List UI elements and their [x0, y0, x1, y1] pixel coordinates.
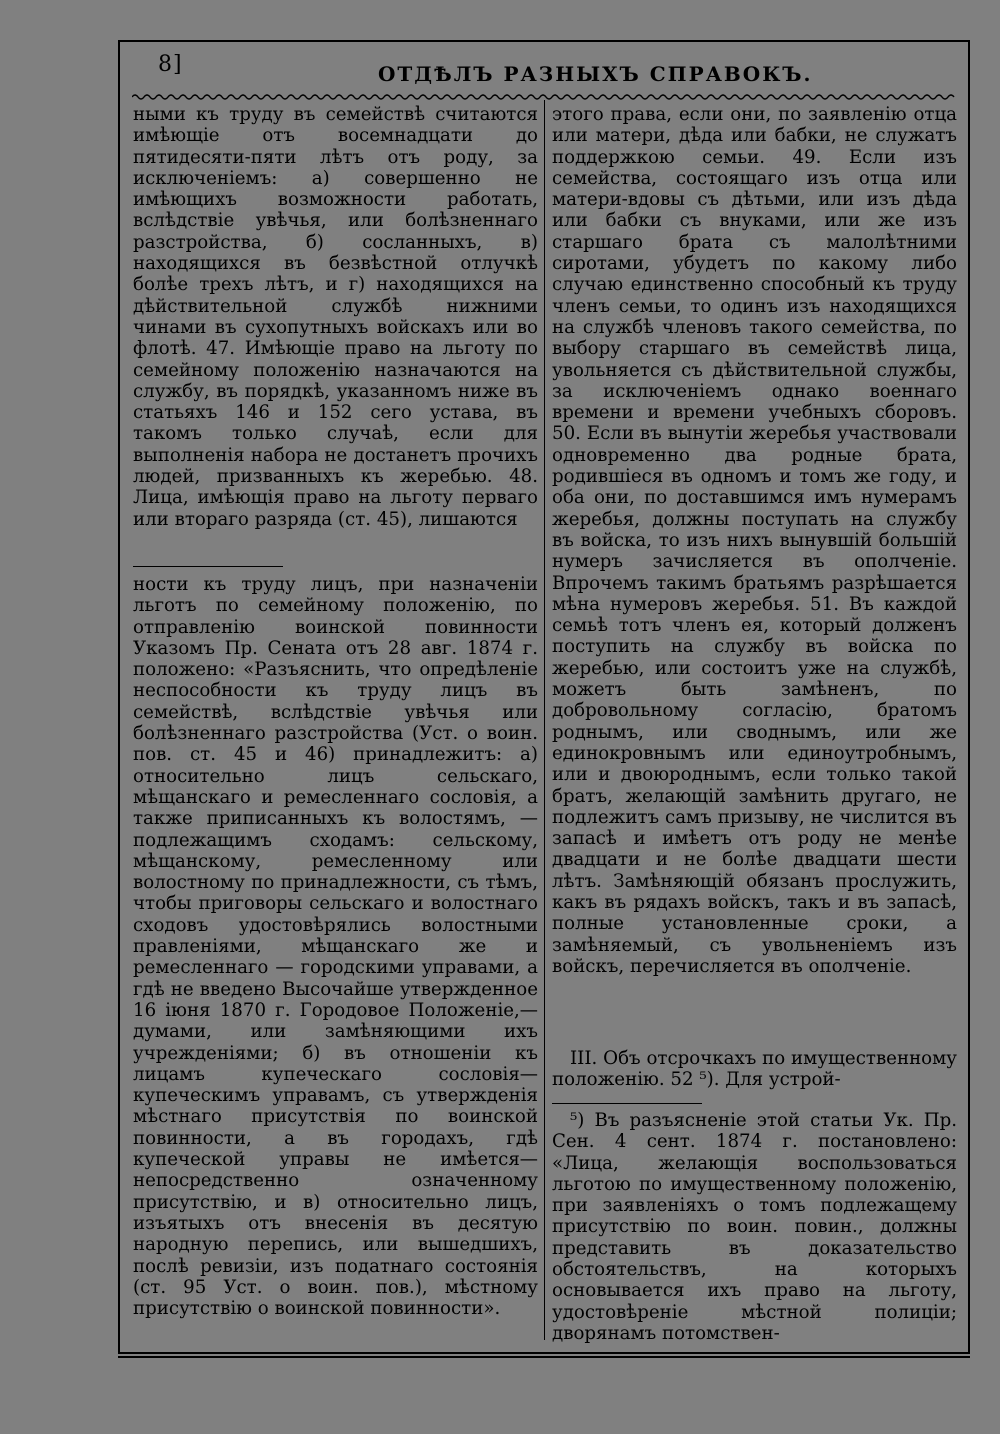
right-main-text: этого права, если они, по заявленію отца или матери, дѣда или бабки, не служатъ поддержкою семьи. 49. Если изъ семейства, состоящаго изъ отца или матери-вдовы съ дѣтьми, или изъ дѣда или бабки съ внуками, или же изъ старшаго брата съ малолѣтними сиротами, убудетъ по какому либо случаю единственно способный къ труду членъ семьи, то одинъ изъ находящихся на службѣ членовъ такого семейства, по выбору старшаго въ семействѣ лица, увольняется съ дѣйствительной службы, за исключеніемъ однако военнаго времени и времени учебныхъ сборовъ. 50. Если въ вынутіи жеребья участвовали одновременно два родные брата, родившіеся въ одномъ и томъ же году, и оба они, по доставшимся имъ нумерамъ жеребья, должны поступать на службу въ войска, то изъ нихъ вынувшій большій нумеръ зачисляется въ ополченіе. Впрочемъ такимъ братьямъ разрѣшается мѣна нумеровъ жеребья. 51. Въ каждой семьѣ тотъ членъ ея, который долженъ поступить на службу въ войска по жеребью, или состоитъ уже на службѣ, можетъ быть замѣненъ, по добровольному согласію, братомъ роднымъ, или своднымъ, или же единокровнымъ или единоутробнымъ, или и двоюроднымъ, если только такой братъ, желающій замѣнить другаго, не подлежитъ самъ призыву, не числится въ запасѣ и имѣетъ отъ роду не менѣе двадцати и не болѣе двадцати шести лѣтъ. Замѣняющій обязанъ прослужить, какъ въ рядахъ войскъ, такъ и въ запасѣ, полные установленные сроки, а замѣняемый, съ увольненіемъ изъ войскъ, перечисляется въ ополченіе. — [552, 104, 957, 977]
column-divider — [544, 100, 545, 1340]
left-column — [133, 104, 538, 530]
right-section — [552, 1048, 957, 1091]
running-title: ОТДѢЛЪ РАЗНЫХЪ СПРАВОКЪ. — [378, 62, 813, 86]
bottom-rule — [118, 1356, 970, 1358]
right-footnote — [552, 1110, 957, 1344]
page-number: 8] — [158, 52, 183, 77]
left-main-text: ными къ труду въ семействѣ считаются имѣющіе отъ восемнадцати до пятидесяти-пяти лѣтъ отъ роду, за исключеніемъ: а) совершенно не имѣющихъ возможности работать, вслѣдствіе увѣчья, или болѣзненнаго разстройства, б) сосланныхъ, в) находящихся въ безвѣстной отлучкѣ болѣе трехъ лѣтъ, и г) находящихся на дѣйствительной службѣ нижними чинами въ сухопутныхъ войскахъ или во флотѣ. 47. Имѣющіе право на льготу по семейному положенію назначаются на службу, въ порядкѣ, указанномъ ниже въ статьяхъ 146 и 152 сего устава, въ такомъ только случаѣ, если для выполненія набора не достанетъ прочихъ людей, призванныхъ къ жеребью. 48. Лица, имѣющія право на льготу перваго или втораго разряда (ст. 45), лишаются — [133, 104, 538, 530]
right-footnote-text: ⁵) Въ разъясненіе этой статьи Ук. Пр. Сен. 4 сент. 1874 г. постановлено: «Лица, желающія воспользоваться льготою по имущественному положенію, при заявленіяхъ о томъ подлежащему присутствію по воин. повин., должны представить въ доказательство обстоятельствъ, на которыхъ основывается ихъ право на льготу, удостовѣреніе мѣстной полиціи; дворянамъ потомствен- — [552, 1110, 957, 1344]
left-footnote-text: ности къ труду лицъ, при назначеніи льготъ по семейному положенію, по отправленію воинской повинности Указомъ Пр. Сената отъ 28 авг. 1874 г. положено: «Разъяснить, что опредѣленіе неспособности къ труду лицъ въ семействѣ, вслѣдствіе увѣчья или болѣзненнаго разстройства (Уст. о воин. пов. ст. 45 и 46) принадлежитъ: а) относительно лицъ сельскаго, мѣщанскаго и ремесленнаго сословія, а также приписанныхъ къ волостямъ, — подлежащимъ сходамъ: сельскому, мѣщанскому, ремесленному или волостному по принадлежности, съ тѣмъ, чтобы приговоры сельскаго и волостнаго сходовъ удостовѣрялись волостными правленіями, мѣщанскаго же и ремесленнаго — городскими управами, а гдѣ не введено Высочайше утвержденное 16 іюня 1870 г. Городовое Положеніе,—думами, или замѣняющими ихъ учрежденіями; б) въ отношеніи къ лицамъ купеческаго сословія—купеческимъ управамъ, съ утвержденія мѣстнаго присутствія по воинской повинности, а въ городахъ, гдѣ купеческой управы не имѣется—непосредственно означенному присутствію, и в) относительно лицъ, изъятыхъ отъ внесенія въ десятую народную перепись, или вышедшихъ, послѣ ревизіи, изъ податнаго состоянія (ст. 95 Уст. о воин. пов.), мѣстному присутствію о воинской повинности». — [133, 574, 538, 1320]
right-section-text: III. Объ отсрочкахъ по имущественному положенію. 52 ⁵). Для устрой- — [552, 1048, 957, 1091]
left-footnote-rule — [133, 566, 283, 567]
right-footnote-rule — [552, 1103, 702, 1104]
wavy-header-rule — [132, 92, 958, 102]
left-footnote — [133, 574, 538, 1319]
right-column — [552, 104, 957, 977]
